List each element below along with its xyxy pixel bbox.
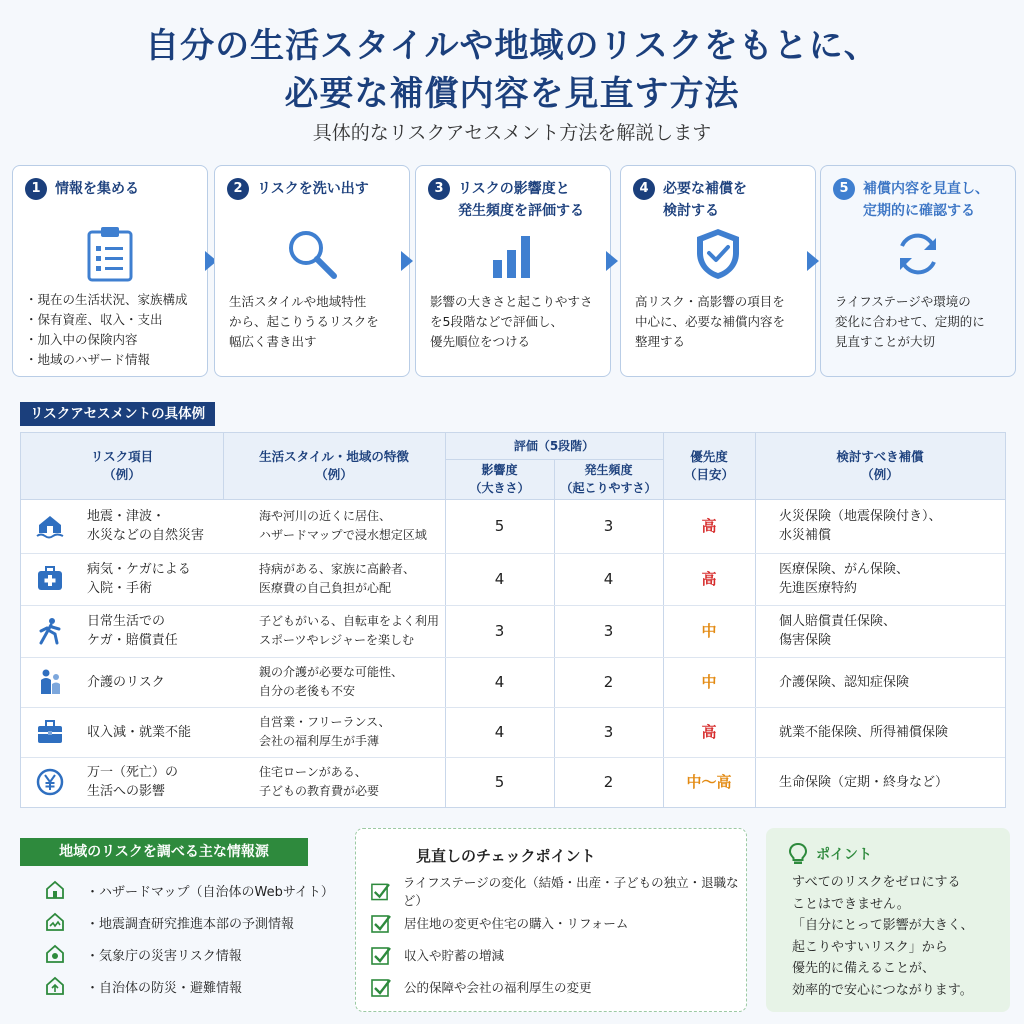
- page-title: [0, 22, 1024, 118]
- refresh-icon: [890, 226, 946, 282]
- coverage-cell: 火災保険（地震保険付き）、 水災補償: [779, 509, 942, 543]
- point-panel: [766, 828, 1010, 1012]
- impact-cell: 5: [494, 516, 505, 535]
- arrow-right-icon: [401, 251, 413, 271]
- impact-cell: 4: [494, 722, 505, 741]
- section-label: リスクアセスメントの具体例: [20, 402, 215, 426]
- briefcase-icon: [35, 717, 65, 747]
- checkpoint-text: 収入や貯蓄の増減: [404, 948, 505, 963]
- step-number: 4: [633, 178, 655, 200]
- coverage-cell: 就業不能保険、所得補償保険: [779, 724, 949, 740]
- step-text: 高リスク・高影響の項目を 中心に、必要な補償内容を 整理する: [635, 294, 786, 349]
- header-risk-item: リスク項目 （例）: [90, 449, 154, 482]
- step-2: [214, 165, 410, 377]
- page-title-line1: 自分の生活スタイルや地域のリスクをもとに、: [145, 26, 879, 66]
- header-lifestyle: 生活スタイル・地域の特徴 （例）: [259, 449, 409, 482]
- risk-item-cell: 収入減・就業不能: [87, 724, 192, 740]
- priority-cell: 高: [701, 516, 717, 535]
- lifestyle-cell: 自営業・フリーランス、 会社の福利厚生が手薄: [259, 715, 391, 748]
- point-header: [788, 842, 872, 866]
- point-text: すべてのリスクをゼロにする ことはできません。 「自分にとって影響が大きく、 起こりやすいリスク」から 優先的に備えることが、 効率的で安心につながります。: [792, 875, 974, 998]
- coverage-cell: 生命保険（定期・終身など）: [779, 774, 949, 790]
- checkpoint-text: ライフステージの変化（結婚・出産・子どもの独立・退職など）: [402, 875, 739, 908]
- magnifier-icon: [284, 226, 340, 282]
- process-steps: [12, 165, 1016, 379]
- step-3: [415, 165, 611, 377]
- coverage-cell: 医療保険、がん保険、 先進医療特約: [779, 562, 910, 596]
- lifestyle-cell: 子どもがいる、自転車をよく利用 スポーツやレジャーを楽しむ: [259, 614, 440, 647]
- list-item: [44, 974, 242, 998]
- table-row: [21, 553, 1005, 606]
- list-item: [370, 911, 628, 935]
- list-item: [370, 875, 746, 908]
- risk-item-cell: 日常生活での ケガ・賠償責任: [87, 614, 178, 648]
- evacuation-icon: [44, 975, 66, 997]
- risk-item-cell: 地震・津波・ 水災などの自然災害: [87, 509, 205, 543]
- checkbox-checked-icon: [370, 976, 392, 998]
- page-title-line2: 必要な補償内容を見直す方法: [284, 74, 740, 114]
- info-source-text: ・ハザードマップ（自治体のWebサイト）: [86, 884, 334, 900]
- weather-icon: [44, 943, 66, 965]
- list-item: [44, 910, 294, 934]
- impact-cell: 3: [494, 621, 505, 640]
- priority-cell: 高: [701, 722, 717, 741]
- header-frequency: 発生頻度 （起こりやすさ）: [560, 463, 657, 495]
- header-impact: 影響度 （大きさ）: [469, 463, 530, 495]
- impact-cell: 4: [494, 569, 505, 588]
- checkpoint-text: 公的保障や会社の福利厚生の変更: [404, 980, 592, 995]
- table-row: [21, 757, 1005, 807]
- caregiver-icon: [35, 667, 65, 697]
- step-title: 必要な補償を 検討する: [663, 181, 747, 219]
- info-source-text: ・気象庁の災害リスク情報: [86, 948, 242, 964]
- frequency-cell: 3: [603, 621, 614, 640]
- step-4: [620, 165, 816, 377]
- step-text: 影響の大きさと起こりやすさ を5段階などで評価し、 優先順位をつける: [430, 294, 593, 349]
- table-row: [21, 707, 1005, 758]
- priority-cell: 高: [701, 569, 717, 588]
- lifestyle-cell: 海や河川の近くに居住、 ハザードマップで浸水想定区域: [259, 509, 427, 542]
- bar-chart-icon: [485, 226, 541, 282]
- step-title: 情報を集める: [55, 181, 139, 197]
- checkbox-checked-icon: [370, 912, 392, 934]
- step-1: [12, 165, 208, 377]
- info-source-text: ・地震調査研究推進本部の予測情報: [86, 916, 295, 932]
- step-number: 3: [428, 178, 450, 200]
- step-text: 生活スタイルや地域特性 から、起こりうるリスクを 幅広く書き出す: [229, 294, 379, 349]
- earthquake-icon: [44, 911, 66, 933]
- risk-item-cell: 病気・ケガによる 入院・手術: [87, 562, 191, 596]
- risk-item-cell: 介護のリスク: [87, 674, 165, 690]
- checkpoints-panel: [355, 828, 747, 1012]
- checkpoints-title: 見直しのチェックポイント: [416, 847, 596, 865]
- frequency-cell: 2: [603, 772, 614, 791]
- list-item: [370, 943, 504, 967]
- arrow-right-icon: [606, 251, 618, 271]
- page-subtitle: 具体的なリスクアセスメント方法を解説します: [312, 122, 712, 144]
- arrow-right-icon: [807, 251, 819, 271]
- step-title: リスクを洗い出す: [257, 181, 369, 197]
- frequency-cell: 3: [603, 722, 614, 741]
- house-info-icon: [44, 879, 66, 901]
- step-5: [820, 165, 1016, 377]
- impact-cell: 5: [494, 772, 505, 791]
- risk-assessment-table: [20, 432, 1006, 808]
- list-item: [44, 878, 334, 902]
- step-text: ・現在の生活状況、家族構成 ・保有資産、収入・支出 ・加入中の保険内容 ・地域のハザード情報: [25, 292, 188, 367]
- table-row: [21, 499, 1005, 554]
- lifestyle-cell: 持病がある、家族に高齢者、 医療費の自己負担が心配: [259, 562, 416, 595]
- info-sources-title: 地域のリスクを調べる主な情報源: [20, 838, 308, 866]
- priority-cell: 中: [701, 672, 717, 691]
- step-text: ライフステージや環境の 変化に合わせて、定期的に 見直すことが大切: [835, 294, 985, 349]
- step-number: 1: [25, 178, 47, 200]
- header-priority: 優先度 （目安）: [683, 449, 734, 482]
- house-flood-icon: [35, 511, 65, 541]
- frequency-cell: 2: [603, 672, 614, 691]
- checkbox-checked-icon: [370, 944, 392, 966]
- header-evaluation: 評価（5段階）: [513, 439, 595, 453]
- list-item: [44, 942, 242, 966]
- checkpoint-text: 居住地の変更や住宅の購入・リフォーム: [404, 916, 629, 931]
- checkbox-checked-icon: [370, 880, 391, 902]
- header-coverage: 検討すべき補償 （例）: [836, 449, 924, 482]
- medical-kit-icon: [35, 564, 65, 594]
- shield-check-icon: [692, 226, 744, 282]
- table-row: [21, 657, 1005, 708]
- priority-cell: 中〜高: [686, 772, 732, 791]
- frequency-cell: 3: [603, 516, 614, 535]
- coverage-cell: 介護保険、認知症保険: [779, 674, 910, 690]
- priority-cell: 中: [701, 621, 717, 640]
- clipboard-icon: [85, 226, 135, 282]
- info-sources-panel: [20, 830, 352, 1010]
- person-walking-icon: [35, 616, 65, 646]
- yen-circle-icon: [35, 767, 65, 797]
- list-item: [370, 975, 592, 999]
- table-row: [21, 605, 1005, 658]
- step-number: 5: [833, 178, 855, 200]
- lifestyle-cell: 親の介護が必要な可能性、 自分の老後も不安: [259, 665, 404, 698]
- step-title: リスクの影響度と 発生頻度を評価する: [458, 181, 584, 219]
- lightbulb-icon: [788, 842, 808, 866]
- info-source-text: ・自治体の防災・避難情報: [86, 980, 243, 996]
- step-number: 2: [227, 178, 249, 200]
- step-title: 補償内容を見直し、 定期的に確認する: [863, 181, 989, 219]
- point-title: ポイント: [816, 847, 872, 863]
- impact-cell: 4: [494, 672, 505, 691]
- table-header: [21, 433, 1005, 500]
- risk-item-cell: 万一（死亡）の 生活への影響: [87, 765, 179, 799]
- lifestyle-cell: 住宅ローンがある、 子どもの教育費が必要: [259, 765, 380, 798]
- coverage-cell: 個人賠償責任保険、 傷害保険: [779, 614, 897, 648]
- frequency-cell: 4: [603, 569, 614, 588]
